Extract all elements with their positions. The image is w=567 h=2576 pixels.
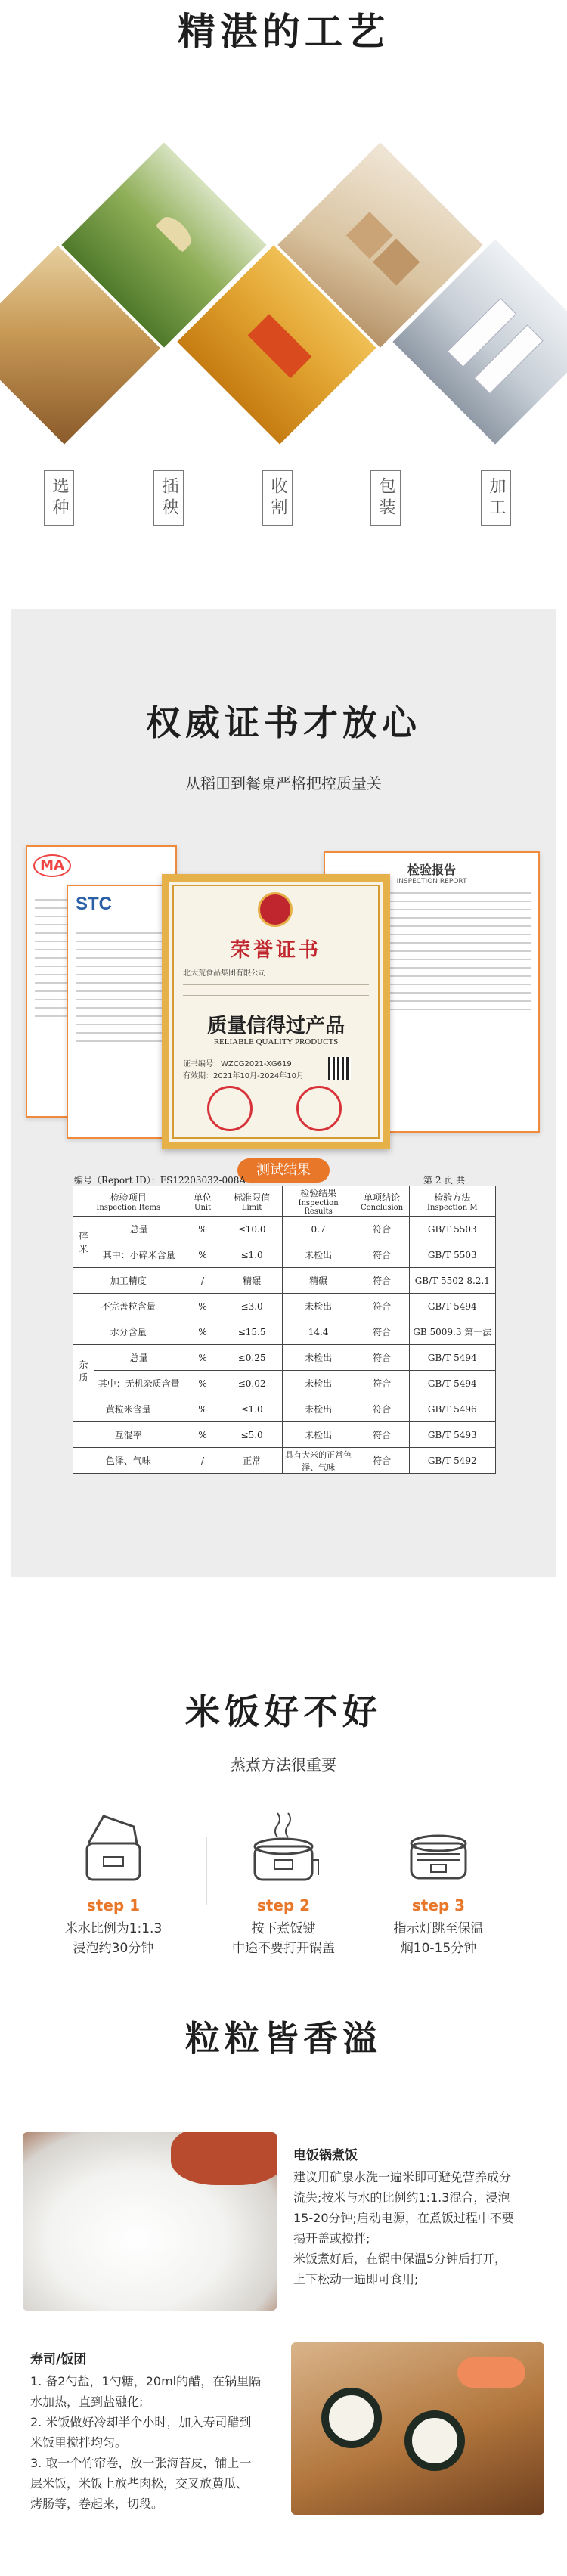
table-header-cell: 检验项目 Inspection Items bbox=[73, 1186, 184, 1217]
recipe2-line: 烤肠等，卷起来，切段。 bbox=[30, 2497, 164, 2511]
step-3 bbox=[363, 1807, 514, 1958]
official-seal bbox=[207, 1086, 253, 1131]
certificate-heading: 荣誉证书 bbox=[230, 939, 321, 962]
recipe1-line: 上下松动一遍即可食用; bbox=[293, 2272, 419, 2286]
step-desc-line1: 米水比例为1:1.3 bbox=[64, 1921, 163, 1936]
recipe1-line: 建议用矿泉水洗一遍米即可避免营养成分 bbox=[293, 2170, 512, 2184]
test-results-badge: 测试结果 bbox=[237, 1158, 330, 1183]
rice-cooker-open-icon bbox=[81, 1807, 146, 1890]
rice-cooker-steam-icon bbox=[246, 1807, 321, 1890]
table-header-cell: 检验方法 Inspection M bbox=[409, 1186, 495, 1217]
stage-label-text: 收割 bbox=[268, 477, 287, 519]
report-header-left: 编号（Report ID）：FS12203032-008A bbox=[74, 1175, 246, 1186]
table-header-row bbox=[73, 1186, 496, 1217]
recipe1-line: 米饭煮好后，在锅中保温5分钟后打开， bbox=[293, 2252, 507, 2266]
table-row: 互混率 % ≤5.0 未检出 符合 GB/T 5493 bbox=[73, 1422, 496, 1448]
table-row: 其中：小碎米含量 % ≤1.0 未检出 符合 GB/T 5503 bbox=[73, 1242, 496, 1268]
inspection-table bbox=[73, 1186, 496, 1474]
table-row: 杂质 总量 % ≤0.25 未检出 符合 GB/T 5494 bbox=[73, 1345, 496, 1371]
fragrance-title: 粒粒皆香溢 bbox=[185, 2018, 382, 2059]
table-row: 碎米 总量 % ≤10.0 0.7 符合 GB/T 5503 bbox=[73, 1217, 496, 1242]
qr-code bbox=[328, 1057, 351, 1080]
table-row: 黄粒米含量 % ≤1.0 未检出 符合 GB/T 5496 bbox=[73, 1396, 496, 1422]
stage-label-harvest bbox=[262, 470, 293, 526]
step-number: step 1 bbox=[86, 1896, 141, 1914]
recipe2-line: 层米饭，米饭上放些肉松，交叉放黄瓜、 bbox=[30, 2476, 249, 2491]
recipe2-line: 水加热，直到盐融化; bbox=[30, 2395, 144, 2409]
step-desc-line1: 按下煮饭键 bbox=[251, 1921, 316, 1936]
step-desc-line2: 中途不要打开锅盖 bbox=[232, 1941, 335, 1956]
official-seal bbox=[296, 1086, 342, 1131]
step-number: step 2 bbox=[256, 1896, 311, 1914]
step-1 bbox=[38, 1807, 189, 1958]
table-header-cell: 单项结论 Conclusion bbox=[355, 1186, 409, 1217]
recipe2-line: 1. 备2勺盐，1勺糖，20ml的醋，在锅里隔 bbox=[30, 2374, 262, 2388]
report-doc-subtitle: INSPECTION REPORT bbox=[396, 878, 467, 885]
stage-label-text: 加工 bbox=[487, 477, 506, 519]
recipe2-body bbox=[30, 2371, 280, 2514]
recipe2-line: 3. 取一个竹帘卷，放一张海苔皮，铺上一 bbox=[30, 2456, 252, 2470]
report-doc-title: 检验报告 bbox=[407, 863, 456, 877]
recipe1-body bbox=[293, 2167, 555, 2289]
certificate-company: 北大荒食品集团有限公司 bbox=[183, 969, 266, 978]
recipe2-title: 寿司/饭团 bbox=[30, 2352, 87, 2367]
certificate-number: 证书编号：WZCG2021-XG619 bbox=[183, 1060, 292, 1068]
recipe2-line: 米饭里搅拌均匀。 bbox=[30, 2435, 128, 2450]
stc-logo: STC bbox=[76, 894, 112, 914]
recipe1-title: 电饭锅煮饭 bbox=[293, 2148, 358, 2163]
table-row: 加工精度 / 精碾 精碾 符合 GB/T 5502 8.2.1 bbox=[73, 1268, 496, 1294]
table-header-cell: 单位 Unit bbox=[184, 1186, 222, 1217]
cma-stamp: MA bbox=[33, 854, 71, 877]
certificate-subtitle: 从稻田到餐桌严格把控质量关 bbox=[185, 774, 382, 792]
table-row: 其中：无机杂质含量 % ≤0.02 未检出 符合 GB/T 5494 bbox=[73, 1371, 496, 1396]
certificate-title: 权威证书才放心 bbox=[146, 702, 421, 743]
recipe1-line: 15-20分钟;启动电源，在煮饭过程中不要 bbox=[293, 2211, 514, 2225]
step-desc-line2: 浸泡约30分钟 bbox=[73, 1941, 154, 1956]
stage-label-seed bbox=[44, 470, 74, 526]
certificate-period: 有效期：2021年10月-2024年10月 bbox=[183, 1072, 304, 1080]
table-header-cell: 标准限值 Limit bbox=[222, 1186, 282, 1217]
honor-certificate bbox=[162, 874, 390, 1149]
step-divider bbox=[206, 1837, 207, 1905]
recipe1-line: 揭开盖或搅拌; bbox=[293, 2231, 370, 2246]
recipe1-line: 流失;按米与水的比例约1:1.3混合，浸泡 bbox=[293, 2190, 510, 2205]
step-2 bbox=[208, 1807, 359, 1958]
recipe2-line: 2. 米饭做好冷却半个小时，加入寿司醋到 bbox=[30, 2415, 252, 2429]
craft-title: 精湛的工艺 bbox=[178, 9, 389, 54]
table-row: 水分含量 % ≤15.5 14.4 符合 GB 5009.3 第一法 bbox=[73, 1319, 496, 1345]
stage-label-processing bbox=[481, 470, 511, 526]
step-number: step 3 bbox=[411, 1896, 466, 1914]
report-header-right: 第 2 页 共 bbox=[423, 1175, 466, 1186]
sushi-photo bbox=[291, 2342, 544, 2515]
table-header-cell: 检验结果 Inspection Results bbox=[282, 1186, 355, 1217]
stage-label-text: 选种 bbox=[50, 477, 69, 519]
certificate-main-text: 质量信得过产品 bbox=[206, 1015, 345, 1037]
step-desc-line1: 指示灯跳至保温 bbox=[393, 1921, 484, 1936]
certificate-main-text-en: RELIABLE QUALITY PRODUCTS bbox=[213, 1037, 339, 1046]
stage-label-packaging bbox=[370, 470, 401, 526]
stage-label-text: 插秧 bbox=[160, 477, 178, 519]
step-desc-line2: 焖10-15分钟 bbox=[400, 1941, 477, 1956]
rice-cooker-warm-icon bbox=[401, 1807, 476, 1890]
cooking-title: 米饭好不好 bbox=[185, 1691, 382, 1732]
craft-section bbox=[0, 0, 567, 575]
table-row: 不完善粒含量 % ≤3.0 未检出 符合 GB/T 5494 bbox=[73, 1294, 496, 1319]
stage-label-planting bbox=[153, 470, 184, 526]
table-row: 色泽、气味 / 正常 具有大米的正常色泽、气味 符合 GB/T 5492 bbox=[73, 1448, 496, 1474]
stage-label-text: 包装 bbox=[376, 477, 395, 519]
cooking-subtitle: 蒸煮方法很重要 bbox=[231, 1756, 336, 1774]
certificate-emblem bbox=[258, 892, 293, 927]
rice-bowl-photo bbox=[23, 2132, 277, 2311]
